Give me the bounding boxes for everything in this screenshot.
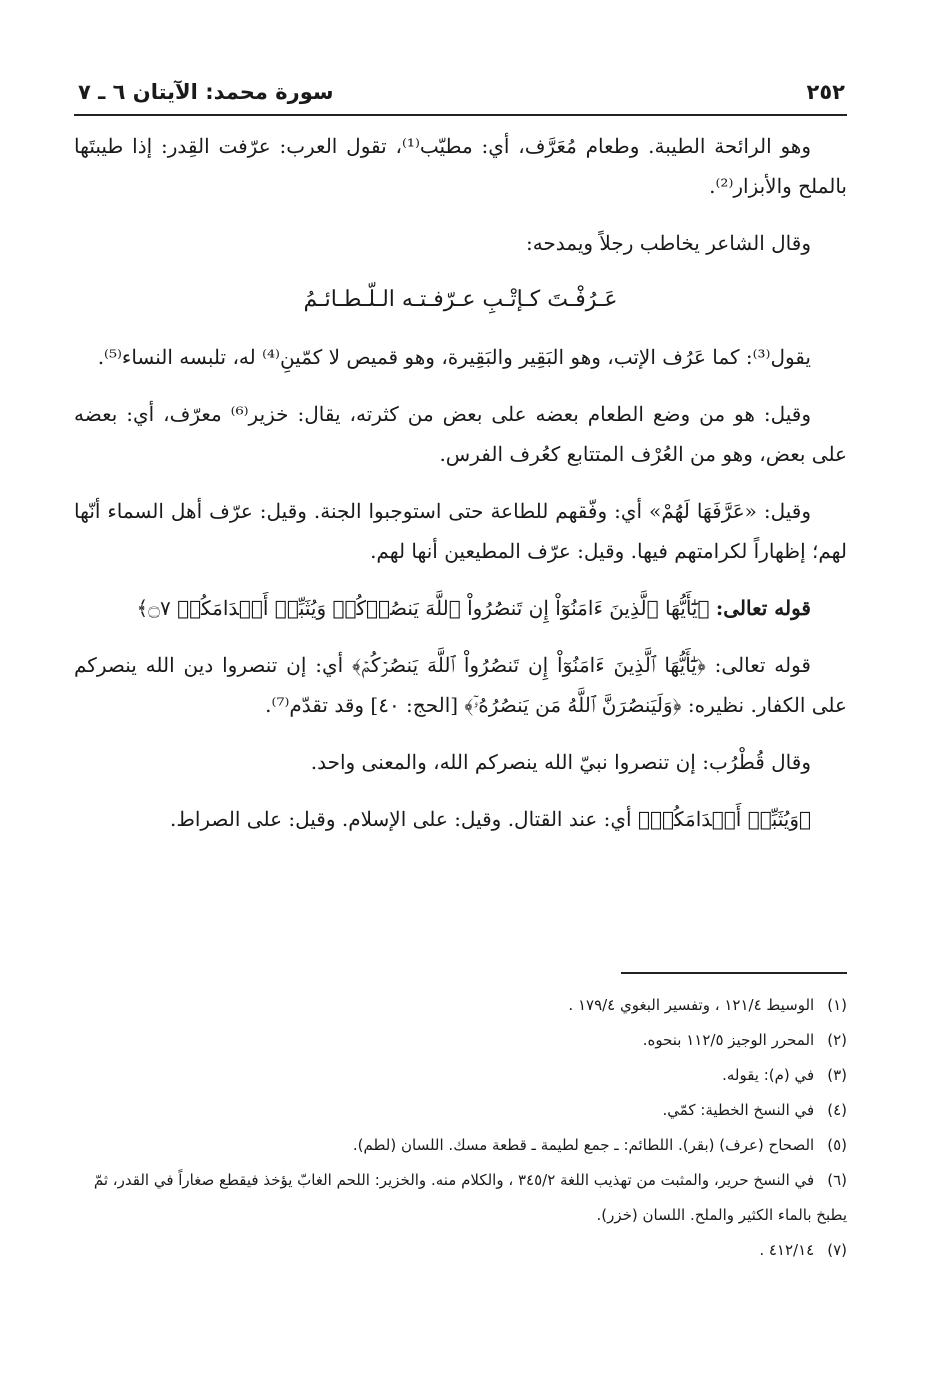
paragraph-6 xyxy=(74,588,847,628)
footnote xyxy=(74,1023,847,1058)
footnote-text: ٤١٢/١٤ . xyxy=(759,1241,815,1259)
quran-verse: ﴿يَٰٓأَيُّهَا ٱلَّذِينَ ءَامَنُوٓاْ إِن تَنصُرُواْ ٱللَّهَ يَنصُرۡكُمۡ وَيُثَبِّتۡ أَقۡدَامَكُمۡ ۝٧﴾ xyxy=(136,596,710,620)
footnote xyxy=(74,1128,847,1163)
chapter-title: سورة محمد: الآيتان ٦ ـ ٧ xyxy=(78,80,334,104)
paragraph-9: ﴿وَيُثَبِّتۡ أَقۡدَامَكُمۡ﴾ أي: عند القتال. وقيل: على الإسلام. وقيل: على الصراط. xyxy=(169,807,811,831)
footnote xyxy=(74,988,847,1023)
footnotes xyxy=(74,988,847,1268)
footnote-number: (٤) xyxy=(827,1101,847,1119)
footnote xyxy=(74,1233,847,1268)
running-header xyxy=(74,76,847,110)
footnote-number: (٣) xyxy=(827,1066,847,1084)
footnote-text: في النسخ حرير، والمثبت من تهذيب اللغة ٣٤٥/٢ ، والكلام منه. والخزير: اللحم الغابّ يؤخذ فيقطع صغاراً في القدر، ثمّ يطبخ بالماء الكثير والملح. اللسان (خزر). xyxy=(93,1171,847,1224)
footnote-number: (١) xyxy=(827,996,847,1014)
main-text xyxy=(74,126,847,856)
footnote-number: (٧) xyxy=(827,1241,847,1259)
footnote-number: (٦) xyxy=(827,1171,847,1189)
book-page xyxy=(74,76,847,1356)
footnote-rule xyxy=(621,972,847,974)
footnote-number: (٢) xyxy=(827,1031,847,1049)
paragraph-7: قوله تعالى: ﴿يَٰٓأَيُّهَا ٱلَّذِينَ ءَامَنُوٓاْ إِن تَنصُرُواْ ٱللَّهَ يَنصُرۡكُمۡ﴾ أي: إن تنصروا دين الله ينصركم على الكفار. نظيره: ﴿وَلَيَنصُرَنَّ ٱللَّهُ مَن يَنصُرُهُۥٓ﴾ [الحج: ٤٠] وقد تقدّم⁽⁷⁾. xyxy=(74,653,847,717)
footnote-text: الوسيط ١٢١/٤ ، وتفسير البغوي ١٧٩/٤ . xyxy=(568,996,815,1014)
page-number: ٢٥٢ xyxy=(806,80,845,104)
paragraph-8: وقال قُطْرُب: إن تنصروا نبيّ الله ينصركم الله، والمعنى واحد. xyxy=(310,750,811,774)
verse-label: قوله تعالى: xyxy=(715,596,811,620)
footnote xyxy=(74,1163,847,1233)
poem-verse: عَـرُفْـتَ كـإتْـبِ عـرّفـتـه الـلّـطـائـمُ xyxy=(303,287,618,312)
paragraph-3: يقول⁽³⁾: كما عَرُف الإتب، وهو البَقِير والبَقِيرة، وهو قميص لا كمّينِ⁽⁴⁾ له، تلبسه النساء⁽⁵⁾. xyxy=(97,345,811,369)
footnote xyxy=(74,1058,847,1093)
header-rule xyxy=(74,114,847,116)
footnote-text: في النسخ الخطية: كمّي. xyxy=(662,1101,815,1119)
footnote-text: الصحاح (عرف) (بقر). اللطائم: ـ جمع لطيمة ـ قطعة مسك. اللسان (لطم). xyxy=(352,1136,815,1154)
footnote-number: (٥) xyxy=(827,1136,847,1154)
footnote-text: في (م): يقوله. xyxy=(722,1066,815,1084)
paragraph-1: وهو الرائحة الطيبة. وطعام مُعَرَّف، أي: مطيّب⁽¹⁾، تقول العرب: عرّفت القِدر: إذا طيبتَها بالملح والأبزار⁽²⁾. xyxy=(74,134,847,198)
footnote-text: المحرر الوجيز ١١٢/٥ بنحوه. xyxy=(642,1031,815,1049)
paragraph-5: وقيل: «عَرَّفَهَا لَهُمْ» أي: وفّقهم للطاعة حتى استوجبوا الجنة. وقيل: عرّف أهل السماء أنّها لهم؛ إظهاراً لكرامتهم فيها. وقيل: عرّف المطيعين أنها لهم. xyxy=(74,499,847,563)
footnote xyxy=(74,1093,847,1128)
paragraph-2: وقال الشاعر يخاطب رجلاً ويمدحه: xyxy=(525,231,811,255)
paragraph-4: وقيل: هو من وضع الطعام بعضه على بعض من كثرته، يقال: خزير⁽⁶⁾ معرّف، أي: بعضه على بعض، وهو من العُرْف المتتابع كعُرف الفرس. xyxy=(74,402,847,466)
